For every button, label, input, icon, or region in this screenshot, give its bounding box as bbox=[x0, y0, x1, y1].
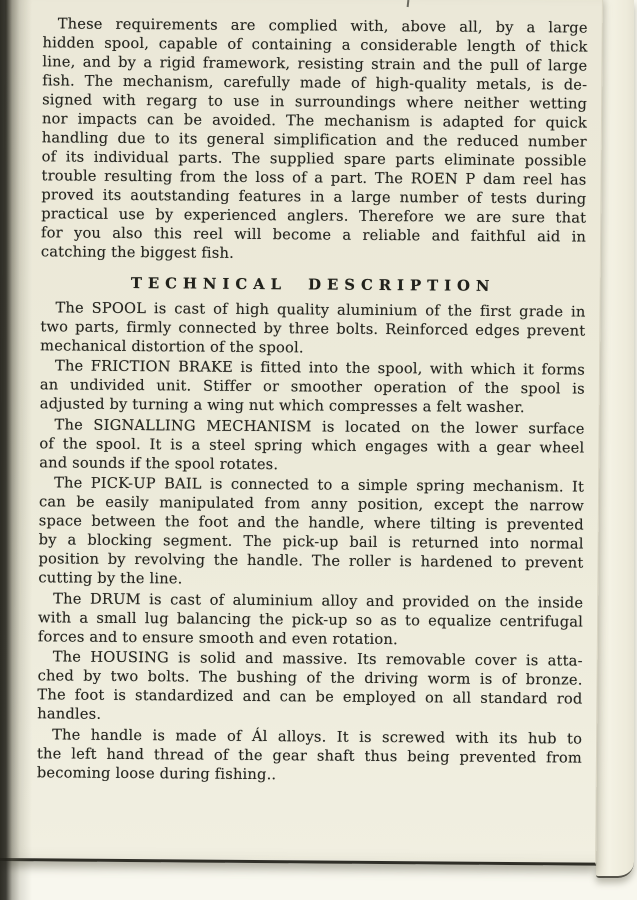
body-paragraph-housing bbox=[37, 647, 583, 727]
text-line: two parts, firmly connected by three bolts. Reinforced edges prevent bbox=[40, 317, 586, 340]
text-line: space between the foot and the handle, where tilting is prevented bbox=[38, 512, 584, 534]
text-line: adjusted by turning a wing nut which compresses a felt washer. bbox=[39, 395, 525, 417]
section-heading: TECHNICAL DESCRIPTION bbox=[130, 274, 496, 295]
text-line: catching the biggest fish. bbox=[40, 242, 235, 262]
text-line: The handle is made of Ál alloys. It is screwed with its hub to bbox=[52, 725, 583, 748]
text-line: proved its aoutstanding features in a large number of tests during bbox=[41, 185, 587, 208]
text-line: The FRICTION BRAKE is fitted into the spool, with which it forms bbox=[54, 357, 586, 379]
text-line: hidden spool, capable of containing a considerable length of thick bbox=[42, 33, 588, 56]
text-line: nor impacts can be avoided. The mechanism is adapted for quick bbox=[41, 109, 588, 132]
text-line: of its individual parts. The supplied spare parts eliminate possible bbox=[41, 147, 587, 170]
body-paragraph-handle bbox=[37, 725, 582, 786]
text-line: of the spool. It is a steel spring which engages with a gear wheel bbox=[39, 434, 585, 457]
body-paragraph-signalling-mechanism bbox=[39, 415, 584, 476]
text-line: fish. The mechanism, carefully made of high-quality metals, is de- bbox=[42, 71, 588, 94]
text-line: The DRUM is cast of aluminium alloy and provided on the inside bbox=[53, 589, 584, 612]
body-paragraph-friction-brake bbox=[40, 356, 585, 417]
text-line: forces and to ensure smooth and even rotation. bbox=[37, 627, 398, 648]
text-line: with a small lug balancing the pick-up so as to equalize centrifugal bbox=[38, 608, 584, 631]
text-line: ched by two bolts. The bushing of the driving worm is of bronze. bbox=[37, 667, 583, 689]
text-line: handles. bbox=[37, 705, 102, 723]
text-line: The SPOOL is cast of high quality aluminium of the first grade in bbox=[55, 298, 586, 321]
text-line: mechanical distortion of the spool. bbox=[40, 336, 304, 356]
text-line: signed with regarg to use in surroundings where neither wetting bbox=[42, 90, 588, 113]
text-line: an undivided unit. Stiffer or smoother operation of the spool is bbox=[39, 376, 585, 398]
text-line: The HOUSING is solid and massive. Its removable cover is atta- bbox=[52, 648, 583, 670]
text-line: by a blocking segment. The pick-up bail is returned into normal bbox=[38, 531, 584, 553]
text-line: The foot is standardized and can be employed on all standard rod bbox=[37, 686, 583, 708]
body-paragraph-pick-up-bail bbox=[38, 473, 584, 591]
text-line: practical use by experienced anglers. Therefore we are sure that bbox=[41, 204, 587, 227]
text-line: for you also this reel will become a reliable and faithful aid in bbox=[41, 223, 587, 246]
text-line: and sounds if the spool rotates. bbox=[39, 453, 279, 473]
text-line: position by revolving the handle. The roller is hardened to prevent bbox=[38, 550, 584, 572]
text-line: These requirements are complied with, above all, by a large bbox=[57, 14, 588, 37]
text-line: becoming loose during fishing.. bbox=[36, 763, 277, 783]
text-line: handling due to its general simplification and the reduced number bbox=[41, 128, 587, 151]
text-line: cutting by the line. bbox=[38, 569, 183, 588]
body-paragraph-drum bbox=[38, 589, 583, 650]
body-paragraph-spool bbox=[40, 298, 585, 359]
text-line: The SIGNALLING MECHANISM is located on the lower surface bbox=[54, 415, 585, 438]
text-line: trouble resulting from the loss of a part. The ROEN P dam reel has bbox=[41, 166, 587, 189]
text-line: The PICK-UP BAIL is connected to a simple spring mechanism. It bbox=[54, 474, 585, 496]
text-line: can be easily manipulated from anny position, except the narrow bbox=[38, 493, 585, 515]
text-line: the left hand thread of the gear shaft thus being prevented from bbox=[36, 744, 583, 767]
body-paragraph-intro bbox=[41, 14, 588, 265]
text-line: line, and by a rigid framework, resisting strain and the pull of large bbox=[42, 52, 588, 75]
